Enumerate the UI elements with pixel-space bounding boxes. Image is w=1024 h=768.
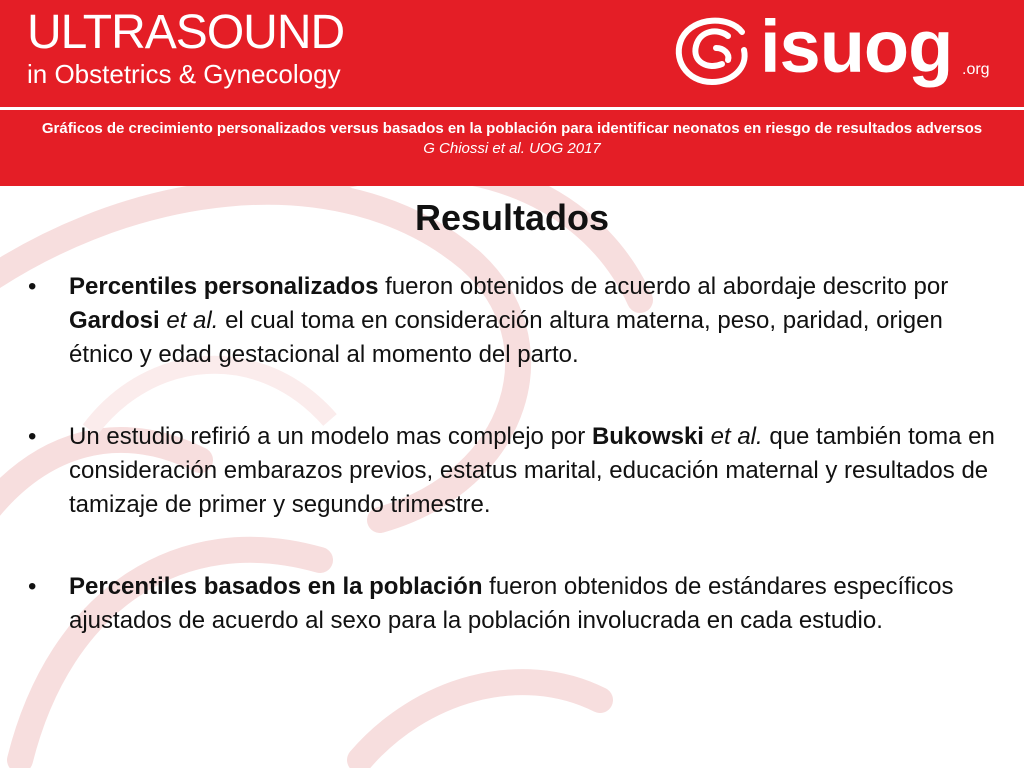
bullet-text: que también toma en consideración embarazos previos, estatus marital, educación maternal y resultados de tamizaje de primer y segundo trimestre. [69, 423, 995, 518]
bullet-text-bold: Percentiles personalizados [69, 273, 379, 300]
journal-subtitle: in Obstetrics & Gynecology [27, 59, 341, 89]
article-citation: G Chiossi et al. UOG 2017 [423, 140, 601, 157]
bullet-text: Un estudio refirió a un modelo mas complejo por [69, 423, 592, 450]
bullet-text-bold: Gardosi [69, 307, 160, 334]
isuog-fetus-logo-icon [672, 12, 756, 88]
bullet-item [28, 570, 1003, 638]
article-subtitle-band [0, 110, 1024, 186]
bullet-marker: • [28, 273, 37, 300]
isuog-logo-suffix: .org [962, 61, 990, 78]
bullet-text-italic: et al. [166, 307, 219, 334]
bullet-list [28, 270, 1003, 686]
bullet-marker: • [28, 423, 37, 450]
bullet-text-bold: Bukowski [591, 423, 704, 450]
isuog-logo-text: isuog [760, 5, 953, 88]
bullet-item [28, 420, 1003, 522]
bullet-marker: • [28, 573, 37, 600]
bullet-text-italic: et al. [710, 423, 763, 450]
bullet-item [28, 270, 1003, 372]
bullet-text: fueron obtenidos de estándares específicos ajustados de acuerdo al sexo para la población involucrada en cada estudio. [69, 573, 954, 634]
article-title: Gráficos de crecimiento personalizados versus basados en la población para identificar neonatos en riesgo de resultados adversos [41, 120, 983, 137]
bullet-text: fueron obtenidos de acuerdo al abordaje descrito por [378, 273, 949, 300]
slide-heading: Resultados [414, 197, 610, 238]
bullet-text [704, 423, 711, 450]
bullet-text: el cual toma en consideración altura materna, peso, paridad, origen étnico y edad gestacional al momento del parto. [69, 307, 943, 368]
journal-title: ULTRASOUND [27, 6, 345, 59]
journal-header-banner [0, 0, 1024, 107]
bullet-text-bold: Percentiles basados en la población [69, 573, 483, 600]
